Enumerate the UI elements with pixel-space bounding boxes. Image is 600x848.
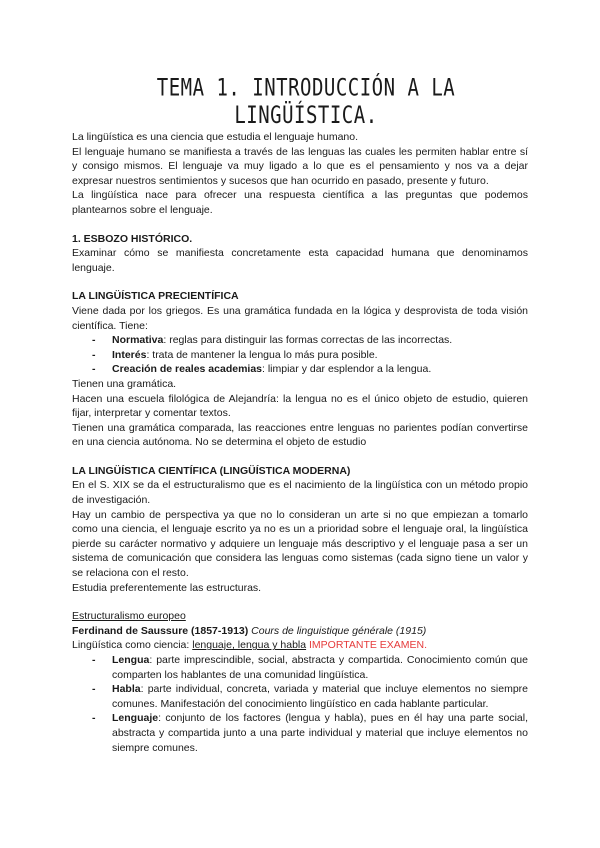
list-item-desc: : conjunto de los factores (lengua y habla), pues en él hay una parte social, abstracta y compartida junto a una parte individual y material que incluye elementos no siempre comunes. <box>112 712 528 754</box>
precientifica-text: Viene dada por los griegos. Es una gramática fundada en la lógica y desprovista de toda visión científica. Tiene: <box>72 304 528 332</box>
section-heading-cientifica: LA LINGÜÍSTICA CIENTÍFICA (LINGÜÍSTICA MODERNA) <box>72 464 351 477</box>
list-item-desc: : trata de mantener la lengua lo más pura posible. <box>146 348 378 361</box>
precientifica-after-3: Tienen una gramática comparada, las reacciones entre lenguas no parientes podían convertirse en una ciencia autónoma. No se determina el objeto de estudio <box>72 421 528 449</box>
list-item <box>92 362 528 377</box>
list-item <box>92 682 528 711</box>
saussure-author: Ferdinand de Saussure (1857-1913) <box>72 624 249 637</box>
list-item-term: Interés <box>112 348 147 361</box>
list-item-term: Lenguaje <box>112 712 159 725</box>
cientifica-paragraph-1: En el S. XIX se da el estructuralismo que es el nacimiento de la lingüística con un método propio de investigación. <box>72 479 528 507</box>
list-item <box>92 711 528 755</box>
cientifica-paragraph-3: Estudia preferentemente las estructuras. <box>72 581 262 594</box>
section-heading-esbozo: 1. ESBOZO HISTÓRICO. <box>72 232 193 245</box>
ciencia-prefix: Lingüística como ciencia: <box>72 639 193 652</box>
section-heading-precientifica: LA LINGÜÍSTICA PRECIENTÍFICA <box>72 290 239 303</box>
list-item-desc: : parte individual, concreta, variada y material que incluye elementos no siempre comunes. Manifestación del conocimiento lingüístico en cada hablante particular. <box>112 683 528 710</box>
precientifica-after-1: Tienen una gramática. <box>72 377 177 390</box>
important-note: IMPORTANTE EXAMEN. <box>309 639 428 652</box>
intro-paragraph-3: La lingüística nace para ofrecer una respuesta científica a las preguntas que podemos plantearnos sobre el lenguaje. <box>72 189 528 216</box>
list-item-desc: : reglas para distinguir las formas correctas de las incorrectas. <box>163 334 453 347</box>
saussure-list <box>72 653 528 755</box>
saussure-line <box>72 624 528 639</box>
saussure-work: Cours de linguistique générale (1915) <box>251 624 427 637</box>
precientifica-after-2: Hacen una escuela filológica de Alejandría: la lengua no es el único objeto de estudio, quieren fijar, interpretar y comentar textos. <box>72 392 528 420</box>
list-item-term: Creación de reales academias <box>112 363 263 376</box>
document-title: TEMA 1. INTRODUCCIÓN A LA LINGÜÍSTICA. <box>156 74 456 129</box>
intro-paragraph-1: La lingüística es una ciencia que estudia el lenguaje humano. <box>72 131 359 143</box>
cientifica-paragraph-2: Hay un cambio de perspectiva ya que no lo consideran un arte si no que empiezan a tomarlo como una ciencia, el lenguaje escrito ya no es un a prioridad sobre el lenguaje oral, la lingüística pierde su carácter normativo y adquiere un lenguaje más descriptivo y el lenguaje pasa a ser un sistema de comunicación que considera las lenguas como sistemas (cada signo tiene un valor y se relaciona con el resto. <box>72 508 528 580</box>
section-heading-estructuralismo: Estructuralismo europeo <box>72 610 186 623</box>
intro-paragraph-2: El lenguaje humano se manifiesta a través de las lenguas las cuales les permiten hablar entre sí y consigo mismos. El lenguaje va muy ligado a lo que es el pensamiento y nos va a dejar expresar nuestros sentimientos y sucesos que han ocurrido en pasado, presente y futuro. <box>72 145 528 187</box>
esbozo-text: Examinar cómo se manifiesta concretamente esta capacidad humana que denominamos lenguaje. <box>72 247 528 274</box>
ciencia-terms: lenguaje, lengua y habla <box>192 639 307 652</box>
list-item-desc: : parte imprescindible, social, abstracta y compartida. Conocimiento común que comparten los hablantes de una comunidad lingüística. <box>112 654 528 681</box>
list-item <box>92 653 528 682</box>
list-item <box>92 333 528 348</box>
list-item-term: Normativa <box>112 334 164 347</box>
list-item <box>92 348 528 363</box>
list-item-term: Habla <box>112 683 141 696</box>
list-item-desc: : limpiar y dar esplendor a la lengua. <box>262 363 432 376</box>
precientifica-list <box>72 333 528 377</box>
list-item-term: Lengua <box>112 654 150 666</box>
ciencia-line <box>72 638 528 653</box>
